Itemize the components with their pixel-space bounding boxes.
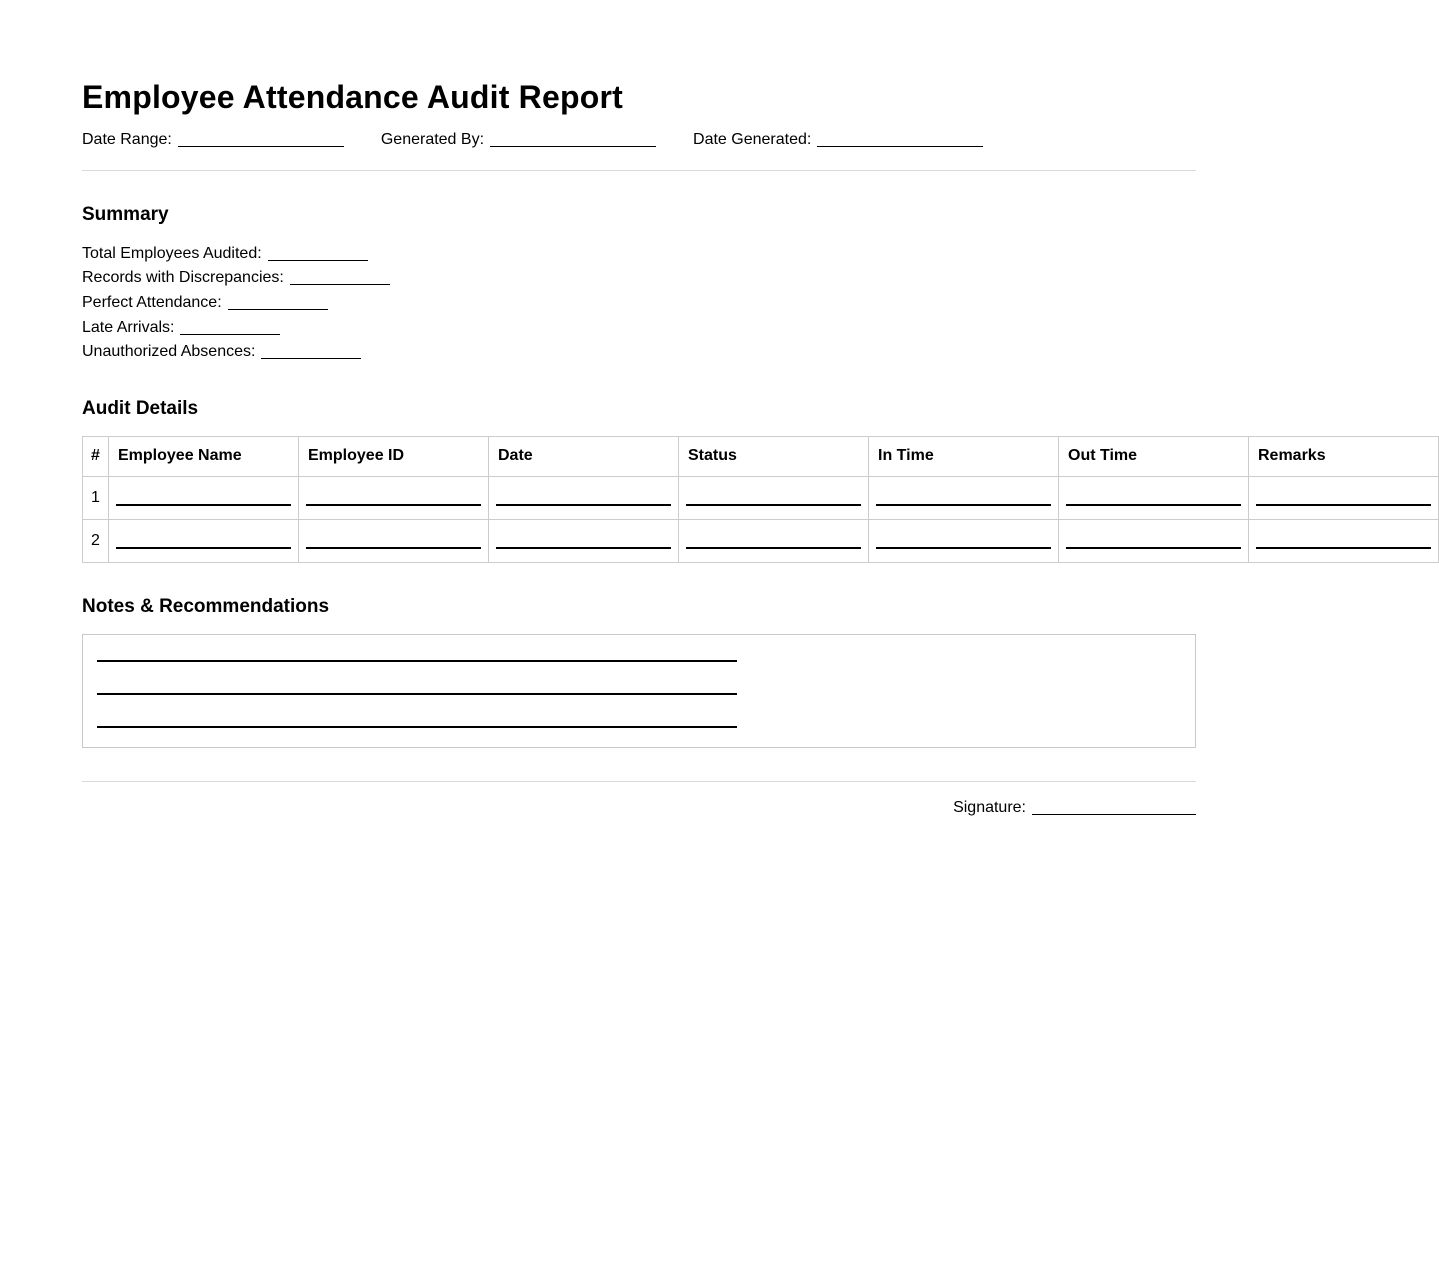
blank-line xyxy=(97,635,737,662)
in-time-cell xyxy=(869,476,1059,519)
summary-list xyxy=(82,242,1196,365)
summary-item-label: Unauthorized Absences: xyxy=(82,343,256,361)
summary-item-label: Records with Discrepancies: xyxy=(82,269,284,287)
column-header-in-time: In Time xyxy=(869,436,1059,476)
header-meta-row xyxy=(82,129,1196,151)
blank-line xyxy=(1256,504,1431,506)
blank-line xyxy=(97,662,737,695)
generated-by-field xyxy=(381,129,656,151)
summary-heading: Summary xyxy=(82,203,169,225)
column-header-status: Status xyxy=(679,436,869,476)
summary-item-perfect-attendance xyxy=(82,291,1196,316)
date-range-label: Date Range: xyxy=(82,131,172,149)
date-generated-field xyxy=(693,129,983,151)
signature-blank-line xyxy=(1032,801,1196,815)
date-range-blank-line xyxy=(178,133,344,147)
blank-line xyxy=(686,547,861,549)
column-header-remarks: Remarks xyxy=(1249,436,1439,476)
out-time-cell xyxy=(1059,476,1249,519)
date-generated-label: Date Generated: xyxy=(693,131,812,149)
generated-by-label: Generated By: xyxy=(380,131,485,149)
row-number: 1 xyxy=(83,476,109,519)
notes-heading: Notes & Recommendations xyxy=(82,595,330,617)
blank-line xyxy=(116,547,291,549)
row-number: 2 xyxy=(83,519,109,562)
column-header-date: Date xyxy=(489,436,679,476)
generated-by-blank-line xyxy=(490,133,656,147)
date-cell xyxy=(489,519,679,562)
date-generated-blank-line xyxy=(817,133,983,147)
employee-id-cell xyxy=(299,519,489,562)
column-header-out-time: Out Time xyxy=(1059,436,1249,476)
remarks-cell xyxy=(1249,519,1439,562)
summary-item-label: Late Arrivals: xyxy=(82,318,175,336)
blank-line xyxy=(1066,504,1241,506)
audit-details-heading: Audit Details xyxy=(82,397,199,419)
blank-line xyxy=(261,345,361,359)
header-divider xyxy=(82,170,1196,171)
report-page xyxy=(82,0,1326,817)
summary-item-discrepancies xyxy=(82,266,1196,291)
employee-name-cell xyxy=(109,476,299,519)
blank-line xyxy=(180,321,280,335)
table-row xyxy=(83,476,1439,519)
blank-line xyxy=(306,504,481,506)
page-title: Employee Attendance Audit Report xyxy=(82,79,623,115)
signature-label: Signature: xyxy=(953,798,1026,816)
blank-line xyxy=(290,271,390,285)
blank-line xyxy=(1066,547,1241,549)
remarks-cell xyxy=(1249,476,1439,519)
blank-line xyxy=(306,547,481,549)
blank-line xyxy=(686,504,861,506)
notes-box xyxy=(82,634,1196,748)
audit-details-table xyxy=(82,436,1439,563)
blank-line xyxy=(496,547,671,549)
blank-line xyxy=(268,247,368,261)
blank-line xyxy=(496,504,671,506)
blank-line xyxy=(97,695,737,728)
table-header-row xyxy=(83,436,1439,476)
blank-line xyxy=(116,504,291,506)
out-time-cell xyxy=(1059,519,1249,562)
employee-id-cell xyxy=(299,476,489,519)
column-header-employee-id: Employee ID xyxy=(299,436,489,476)
employee-name-cell xyxy=(109,519,299,562)
date-cell xyxy=(489,476,679,519)
blank-line xyxy=(228,296,328,310)
status-cell xyxy=(679,519,869,562)
signature-row xyxy=(82,799,1196,817)
date-range-field xyxy=(82,129,344,151)
blank-line xyxy=(1256,547,1431,549)
summary-item-label: Perfect Attendance: xyxy=(82,293,222,311)
summary-item-total-audited xyxy=(82,242,1196,267)
footer-divider xyxy=(82,781,1196,782)
summary-item-late-arrivals xyxy=(82,316,1196,341)
column-header-employee-name: Employee Name xyxy=(109,436,299,476)
blank-line xyxy=(876,547,1051,549)
summary-item-label: Total Employees Audited: xyxy=(82,244,262,262)
in-time-cell xyxy=(869,519,1059,562)
status-cell xyxy=(679,476,869,519)
signature-field xyxy=(953,799,1196,816)
summary-item-unauthorized-absences xyxy=(82,340,1196,365)
column-header-number: # xyxy=(83,436,109,476)
blank-line xyxy=(876,504,1051,506)
table-row xyxy=(83,519,1439,562)
